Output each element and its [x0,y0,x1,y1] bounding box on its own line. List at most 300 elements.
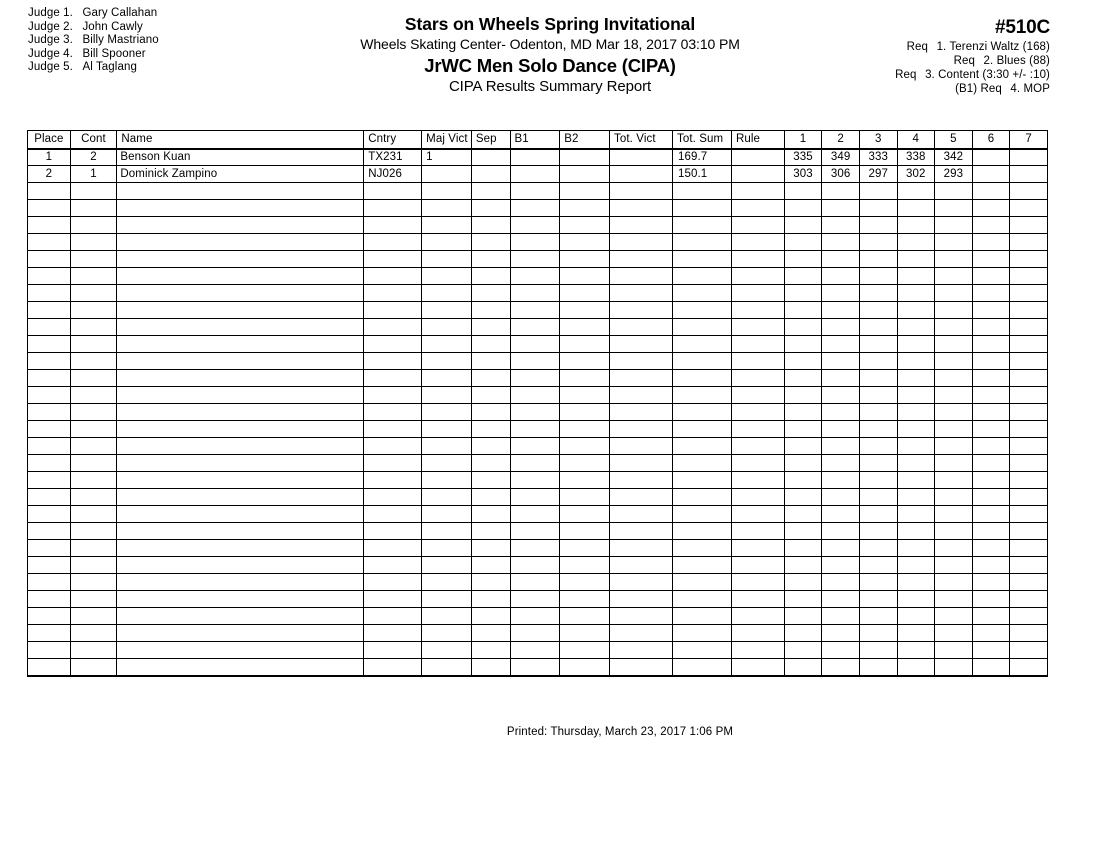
table-row-empty [28,489,1048,506]
cell-empty-tot_sum [673,438,732,455]
cell-empty-b1 [510,268,560,285]
cell-empty-j2 [822,234,860,251]
column-header-b1: B1 [510,131,560,149]
cell-empty-place [28,251,71,268]
cell-empty-j7 [1010,353,1048,370]
cell-empty-j7 [1010,455,1048,472]
cell-empty-j7 [1010,387,1048,404]
cell-empty-b1 [510,540,560,557]
cell-empty-place [28,183,71,200]
cell-empty-j6 [972,387,1010,404]
cell-empty-cont [70,268,117,285]
cell-empty-sep [471,421,510,438]
cell-empty-j4 [897,404,935,421]
cell-empty-tot_sum [673,336,732,353]
requirement-number: 1. [936,41,947,53]
cell-empty-maj_vict [422,421,472,438]
cell-empty-name [117,421,364,438]
cell-empty-sep [471,591,510,608]
requirement-number: 2. [983,55,994,67]
cell-empty-name [117,353,364,370]
requirement-entry [790,68,1050,82]
cell-empty-cont [70,659,117,676]
cell-empty-sep [471,302,510,319]
cell-empty-tot_vict [610,234,673,251]
cell-empty-j5 [935,319,973,336]
table-row [28,149,1048,166]
cell-empty-place [28,421,71,438]
cell-empty-tot_vict [610,455,673,472]
table-row-empty [28,183,1048,200]
cell-empty-j6 [972,642,1010,659]
cell-empty-b1 [510,438,560,455]
cell-empty-j2 [822,251,860,268]
cell-empty-cont [70,625,117,642]
cell-empty-tot_sum [673,421,732,438]
cell-j2: 349 [822,149,860,166]
cell-empty-j6 [972,472,1010,489]
column-header-j3: 3 [859,131,897,149]
cell-empty-tot_vict [610,370,673,387]
cell-empty-cont [70,200,117,217]
column-header-rule: Rule [731,131,784,149]
cell-empty-maj_vict [422,557,472,574]
cell-empty-b2 [560,421,610,438]
table-row-empty [28,421,1048,438]
cell-empty-rule [731,591,784,608]
cell-empty-j4 [897,370,935,387]
cell-empty-place [28,353,71,370]
table-row-empty [28,642,1048,659]
cell-empty-j6 [972,183,1010,200]
judge-name: Bill Spooner [82,47,146,60]
cell-empty-j5 [935,183,973,200]
column-header-j2: 2 [822,131,860,149]
cell-empty-maj_vict [422,285,472,302]
table-row-empty [28,319,1048,336]
cell-rule [731,166,784,183]
cell-empty-maj_vict [422,608,472,625]
cell-empty-place [28,234,71,251]
cell-empty-cont [70,557,117,574]
cell-empty-cont [70,574,117,591]
cell-empty-rule [731,438,784,455]
cell-empty-cntry [364,200,422,217]
cell-empty-maj_vict [422,336,472,353]
cell-empty-j2 [822,353,860,370]
cell-empty-maj_vict [422,642,472,659]
cell-empty-cont [70,455,117,472]
cell-empty-sep [471,574,510,591]
cell-empty-b2 [560,387,610,404]
cell-empty-b1 [510,319,560,336]
cell-empty-j6 [972,574,1010,591]
cell-empty-j1 [784,302,822,319]
cell-empty-j2 [822,506,860,523]
cell-empty-j3 [859,438,897,455]
cell-empty-tot_sum [673,387,732,404]
cell-empty-j4 [897,608,935,625]
cell-empty-tot_vict [610,183,673,200]
header-right [790,16,1050,96]
cell-empty-j4 [897,574,935,591]
cell-empty-rule [731,336,784,353]
cell-empty-j5 [935,540,973,557]
cell-empty-place [28,285,71,302]
cell-empty-place [28,302,71,319]
cell-empty-maj_vict [422,183,472,200]
cell-empty-j7 [1010,404,1048,421]
cell-empty-j2 [822,387,860,404]
cell-empty-tot_vict [610,387,673,404]
cell-empty-j1 [784,455,822,472]
cell-empty-tot_vict [610,608,673,625]
cell-empty-j1 [784,319,822,336]
cell-empty-place [28,370,71,387]
cell-empty-rule [731,506,784,523]
report-subtitle: CIPA Results Summary Report [448,78,652,95]
cell-empty-name [117,251,364,268]
cell-empty-b1 [510,506,560,523]
cell-empty-cntry [364,421,422,438]
cell-cntry: NJ026 [364,166,422,183]
cell-empty-j1 [784,438,822,455]
cell-b1 [510,166,560,183]
column-header-cont: Cont [70,131,117,149]
cell-empty-place [28,540,71,557]
cell-empty-j1 [784,506,822,523]
cell-empty-b1 [510,217,560,234]
requirement-entry [790,54,1050,68]
cell-empty-b2 [560,285,610,302]
cell-empty-sep [471,523,510,540]
cell-empty-j5 [935,353,973,370]
cell-empty-place [28,336,71,353]
cell-empty-sep [471,506,510,523]
cell-maj_vict: 1 [422,149,472,166]
cell-empty-j1 [784,421,822,438]
cell-empty-b2 [560,472,610,489]
cell-empty-j3 [859,217,897,234]
cell-empty-j3 [859,557,897,574]
cell-empty-place [28,404,71,421]
cell-empty-j2 [822,319,860,336]
cell-empty-tot_vict [610,642,673,659]
cell-empty-rule [731,574,784,591]
cell-empty-cntry [364,625,422,642]
cell-b1 [510,149,560,166]
cell-empty-j6 [972,421,1010,438]
cell-j2: 306 [822,166,860,183]
cell-empty-b1 [510,455,560,472]
cell-empty-j2 [822,557,860,574]
cell-empty-j3 [859,574,897,591]
cell-empty-cntry [364,183,422,200]
cell-empty-b1 [510,404,560,421]
cell-empty-name [117,506,364,523]
cell-empty-j6 [972,319,1010,336]
cell-empty-sep [471,183,510,200]
cell-empty-rule [731,455,784,472]
table-header-row [28,131,1048,149]
judge-name: John Cawly [82,20,143,33]
cell-empty-rule [731,370,784,387]
cell-empty-j5 [935,574,973,591]
cell-empty-j1 [784,540,822,557]
cell-empty-j4 [897,659,935,676]
cell-empty-j7 [1010,608,1048,625]
cell-empty-j1 [784,557,822,574]
column-header-j6: 6 [972,131,1010,149]
cell-empty-j7 [1010,234,1048,251]
cell-empty-j2 [822,591,860,608]
cell-empty-b2 [560,370,610,387]
cell-empty-sep [471,642,510,659]
cell-empty-j4 [897,557,935,574]
cell-empty-b2 [560,183,610,200]
cell-empty-tot_vict [610,302,673,319]
cell-empty-cntry [364,557,422,574]
cell-empty-b2 [560,336,610,353]
cell-rule [731,149,784,166]
cell-tot_sum: 169.7 [673,149,732,166]
cell-empty-b2 [560,608,610,625]
table-row-empty [28,285,1048,302]
cell-empty-tot_sum [673,540,732,557]
cell-empty-b2 [560,659,610,676]
cell-empty-j7 [1010,268,1048,285]
event-number: #510C [995,17,1050,38]
cell-empty-sep [471,455,510,472]
cell-empty-j2 [822,608,860,625]
cell-empty-j4 [897,455,935,472]
judge-name: Al Taglang [82,61,137,74]
cell-empty-j4 [897,387,935,404]
table-row-empty [28,336,1048,353]
cell-empty-tot_vict [610,557,673,574]
cell-empty-j2 [822,404,860,421]
requirement-label: Req [980,83,1002,95]
cell-empty-cntry [364,523,422,540]
cell-empty-j2 [822,625,860,642]
cell-place: 1 [28,149,71,166]
cell-empty-tot_vict [610,200,673,217]
cell-empty-cont [70,421,117,438]
cell-j5: 342 [935,149,973,166]
cell-cntry: TX231 [364,149,422,166]
cell-empty-j2 [822,370,860,387]
cell-empty-sep [471,251,510,268]
cell-cont: 1 [70,166,117,183]
table-row-empty [28,234,1048,251]
cell-empty-j4 [897,336,935,353]
cell-empty-tot_sum [673,404,732,421]
table-row-empty [28,268,1048,285]
cell-empty-j1 [784,489,822,506]
cell-empty-j7 [1010,302,1048,319]
cell-empty-cont [70,319,117,336]
cell-empty-maj_vict [422,353,472,370]
cell-empty-name [117,540,364,557]
cell-empty-j4 [897,438,935,455]
cell-empty-j7 [1010,540,1048,557]
cell-empty-rule [731,421,784,438]
cell-empty-j6 [972,336,1010,353]
table-row-empty [28,659,1048,676]
cell-empty-j5 [935,659,973,676]
cell-j6 [972,149,1010,166]
cell-empty-tot_vict [610,659,673,676]
cell-empty-j5 [935,217,973,234]
table-row-empty [28,438,1048,455]
cell-empty-tot_vict [610,268,673,285]
cell-empty-maj_vict [422,251,472,268]
cell-empty-j1 [784,285,822,302]
cell-empty-j4 [897,591,935,608]
cell-empty-j3 [859,642,897,659]
cell-empty-sep [471,200,510,217]
cell-empty-tot_vict [610,438,673,455]
cell-sep [471,166,510,183]
cell-empty-cont [70,183,117,200]
cell-empty-j6 [972,625,1010,642]
cell-empty-sep [471,489,510,506]
cell-empty-name [117,319,364,336]
cell-empty-j4 [897,540,935,557]
cell-empty-j5 [935,608,973,625]
cell-empty-cont [70,285,117,302]
cell-empty-cntry [364,608,422,625]
cell-empty-b2 [560,642,610,659]
cell-empty-j4 [897,642,935,659]
cell-empty-maj_vict [422,387,472,404]
column-header-place: Place [28,131,71,149]
cell-empty-name [117,489,364,506]
cell-empty-b2 [560,302,610,319]
cell-empty-rule [731,217,784,234]
requirement-label: Req [895,69,917,81]
requirement-text: MOP [1023,83,1050,95]
cell-empty-j3 [859,234,897,251]
cell-empty-j5 [935,404,973,421]
cell-empty-j2 [822,540,860,557]
cell-empty-place [28,591,71,608]
cell-empty-j4 [897,353,935,370]
cell-empty-rule [731,234,784,251]
printed-timestamp: Printed: Thursday, March 23, 2017 1:06 PM [506,726,734,738]
cell-empty-j3 [859,659,897,676]
cell-j3: 333 [859,149,897,166]
cell-empty-b1 [510,387,560,404]
cell-empty-j2 [822,438,860,455]
cell-empty-j1 [784,353,822,370]
cell-empty-j5 [935,268,973,285]
column-header-b2: B2 [560,131,610,149]
cell-empty-tot_vict [610,251,673,268]
cell-empty-cont [70,608,117,625]
cell-empty-j1 [784,370,822,387]
table-row-empty [28,472,1048,489]
cell-empty-j3 [859,387,897,404]
cell-empty-j6 [972,455,1010,472]
judge-number: 1. [63,7,73,19]
cell-empty-j6 [972,353,1010,370]
cell-empty-j1 [784,608,822,625]
cell-empty-cont [70,217,117,234]
cell-empty-tot_sum [673,319,732,336]
cell-empty-tot_sum [673,472,732,489]
cell-empty-j2 [822,268,860,285]
cell-empty-cntry [364,659,422,676]
cell-empty-j6 [972,659,1010,676]
cell-empty-name [117,625,364,642]
cell-tot_sum: 150.1 [673,166,732,183]
cell-empty-cntry [364,370,422,387]
cell-empty-j3 [859,421,897,438]
judge-label: Judge [28,61,60,74]
cell-empty-sep [471,268,510,285]
cell-empty-cont [70,642,117,659]
cell-empty-tot_sum [673,234,732,251]
cell-j1: 335 [784,149,822,166]
cell-empty-j5 [935,591,973,608]
cell-empty-j5 [935,200,973,217]
requirement-text: Terenzi Waltz (168) [949,41,1050,53]
cell-empty-cntry [364,540,422,557]
cell-empty-j7 [1010,251,1048,268]
cell-empty-j4 [897,625,935,642]
cell-empty-b1 [510,353,560,370]
cell-empty-j4 [897,251,935,268]
cell-empty-sep [471,472,510,489]
cell-empty-j7 [1010,217,1048,234]
cell-empty-rule [731,642,784,659]
cell-empty-b1 [510,591,560,608]
cell-empty-name [117,234,364,251]
table-row-empty [28,251,1048,268]
cell-empty-tot_vict [610,540,673,557]
cell-empty-name [117,370,364,387]
cell-empty-place [28,506,71,523]
cell-empty-j5 [935,625,973,642]
cell-empty-j1 [784,200,822,217]
cell-empty-b1 [510,370,560,387]
cell-empty-tot_sum [673,285,732,302]
cell-j4: 338 [897,149,935,166]
cell-empty-j5 [935,387,973,404]
cell-empty-place [28,200,71,217]
cell-empty-sep [471,608,510,625]
judge-label: Judge [28,47,60,60]
requirements-list [790,40,1050,96]
requirement-entry [790,40,1050,54]
cell-empty-cntry [364,506,422,523]
cell-empty-tot_sum [673,625,732,642]
cell-empty-maj_vict [422,625,472,642]
cell-empty-cntry [364,642,422,659]
cell-empty-rule [731,302,784,319]
cell-empty-tot_vict [610,336,673,353]
results-table [27,130,1048,677]
cell-empty-tot_sum [673,591,732,608]
cell-empty-cont [70,302,117,319]
cell-empty-tot_vict [610,591,673,608]
table-row-empty [28,455,1048,472]
cell-empty-j7 [1010,319,1048,336]
cell-empty-j7 [1010,438,1048,455]
cell-empty-j4 [897,285,935,302]
cell-empty-sep [471,557,510,574]
